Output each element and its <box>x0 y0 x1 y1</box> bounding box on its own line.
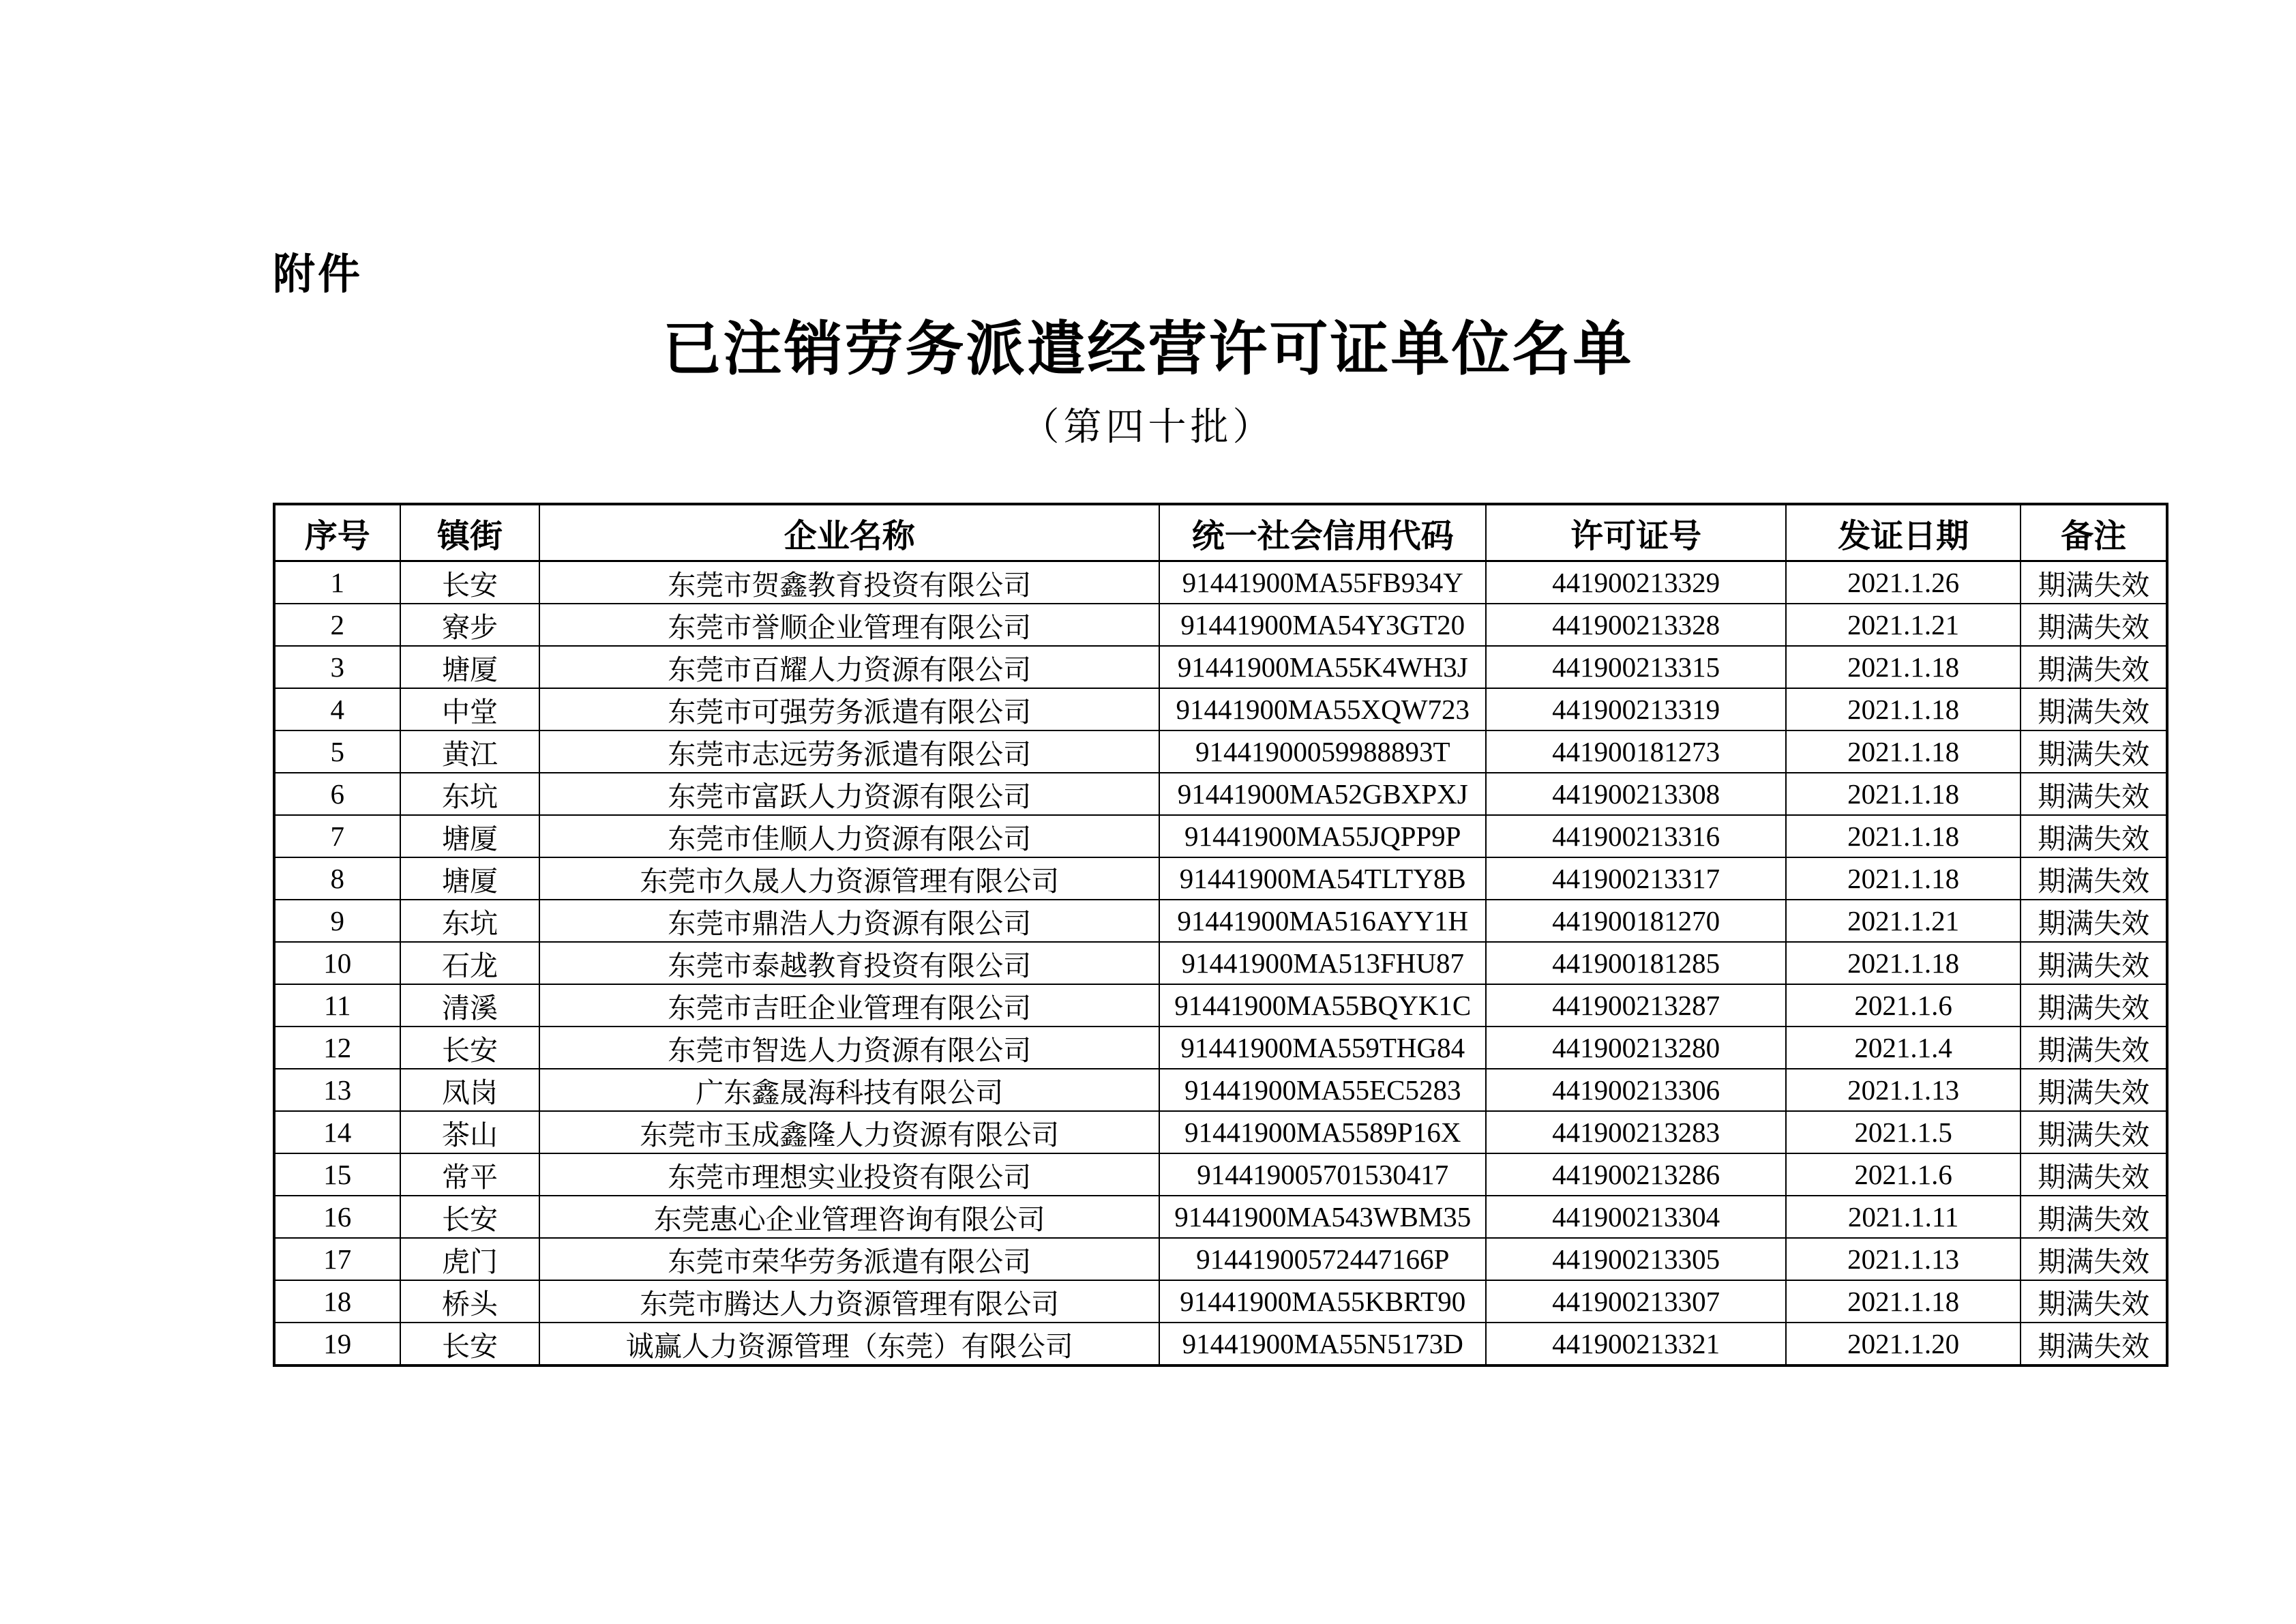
table-row <box>274 857 2167 900</box>
table-cell: 18 <box>274 1280 400 1323</box>
table-row <box>274 561 2167 604</box>
table-cell: 2021.1.4 <box>1786 1027 2021 1069</box>
table-cell: 长安 <box>400 1027 540 1069</box>
table-cell: 10 <box>274 942 400 984</box>
table-cell: 东莞惠心企业管理咨询有限公司 <box>539 1196 1159 1238</box>
table-cell: 441900213304 <box>1486 1196 1785 1238</box>
table-cell: 441900213308 <box>1486 773 1785 815</box>
table-cell: 期满失效 <box>2021 1069 2167 1111</box>
table-cell: 91441900MA52GBXPXJ <box>1159 773 1486 815</box>
table-cell: 2021.1.6 <box>1786 1153 2021 1196</box>
table-cell: 6 <box>274 773 400 815</box>
page-subtitle: （第四十批） <box>1021 407 1275 449</box>
table-cell: 常平 <box>400 1153 540 1196</box>
table-cell: 东莞市荣华劳务派遣有限公司 <box>539 1238 1159 1280</box>
column-header: 许可证号 <box>1486 504 1785 561</box>
table-cell: 东莞市百耀人力资源有限公司 <box>539 646 1159 688</box>
table-cell: 期满失效 <box>2021 1280 2167 1323</box>
table-cell: 2021.1.21 <box>1786 900 2021 942</box>
table-cell: 东坑 <box>400 773 540 815</box>
table-cell: 期满失效 <box>2021 688 2167 730</box>
table-cell: 19 <box>274 1323 400 1365</box>
table-cell: 长安 <box>400 1323 540 1365</box>
table-cell: 东莞市佳顺人力资源有限公司 <box>539 815 1159 857</box>
table-cell: 2021.1.20 <box>1786 1323 2021 1365</box>
table-cell: 凤岗 <box>400 1069 540 1111</box>
table-cell: 11 <box>274 984 400 1027</box>
table-cell: 441900213306 <box>1486 1069 1785 1111</box>
table-row <box>274 815 2167 857</box>
table-cell: 桥头 <box>400 1280 540 1323</box>
table-cell: 虎门 <box>400 1238 540 1280</box>
table-cell: 塘厦 <box>400 646 540 688</box>
table-cell: 2021.1.5 <box>1786 1111 2021 1153</box>
table-cell: 441900213307 <box>1486 1280 1785 1323</box>
table-header-row <box>274 504 2167 561</box>
table-cell: 91441900MA559THG84 <box>1159 1027 1486 1069</box>
table-row <box>274 1280 2167 1323</box>
attachment-label: 附件 <box>273 251 363 298</box>
table-cell: 91441900MA5589P16X <box>1159 1111 1486 1153</box>
table-cell: 期满失效 <box>2021 646 2167 688</box>
table-cell: 期满失效 <box>2021 984 2167 1027</box>
table-cell: 4 <box>274 688 400 730</box>
table-cell: 期满失效 <box>2021 1238 2167 1280</box>
table-cell: 441900213287 <box>1486 984 1785 1027</box>
table-cell: 2021.1.6 <box>1786 984 2021 1027</box>
column-header: 序号 <box>274 504 400 561</box>
table-row <box>274 688 2167 730</box>
table-cell: 东莞市智选人力资源有限公司 <box>539 1027 1159 1069</box>
table-cell: 441900213286 <box>1486 1153 1785 1196</box>
table-cell: 91441900MA55KBRT90 <box>1159 1280 1486 1323</box>
table-cell: 2021.1.13 <box>1786 1069 2021 1111</box>
table-cell: 91441900MA543WBM35 <box>1159 1196 1486 1238</box>
table-cell: 2 <box>274 604 400 646</box>
table-cell: 2021.1.26 <box>1786 561 2021 604</box>
table-cell: 期满失效 <box>2021 1323 2167 1365</box>
table-cell: 17 <box>274 1238 400 1280</box>
table-cell: 期满失效 <box>2021 730 2167 773</box>
table-cell: 15 <box>274 1153 400 1196</box>
table-cell: 东莞市理想实业投资有限公司 <box>539 1153 1159 1196</box>
table-row <box>274 1153 2167 1196</box>
table-cell: 2021.1.18 <box>1786 688 2021 730</box>
table-cell: 2021.1.21 <box>1786 604 2021 646</box>
table-cell: 期满失效 <box>2021 900 2167 942</box>
table-cell: 东莞市富跃人力资源有限公司 <box>539 773 1159 815</box>
table-cell: 3 <box>274 646 400 688</box>
column-header: 发证日期 <box>1786 504 2021 561</box>
table-cell: 441900213316 <box>1486 815 1785 857</box>
page-title: 已注销劳务派遣经营许可证单位名单 <box>662 316 1634 382</box>
table-cell: 期满失效 <box>2021 942 2167 984</box>
table-cell: 东莞市玉成鑫隆人力资源有限公司 <box>539 1111 1159 1153</box>
table-cell: 长安 <box>400 1196 540 1238</box>
table-cell: 91441900MA54Y3GT20 <box>1159 604 1486 646</box>
table-cell: 91441900MA55XQW723 <box>1159 688 1486 730</box>
table-cell: 2021.1.18 <box>1786 773 2021 815</box>
table-cell: 2021.1.18 <box>1786 942 2021 984</box>
table-cell: 91441900572447166P <box>1159 1238 1486 1280</box>
table-cell: 1 <box>274 561 400 604</box>
table-row <box>274 730 2167 773</box>
table-cell: 441900181273 <box>1486 730 1785 773</box>
table-row <box>274 1323 2167 1365</box>
table-cell: 441900213328 <box>1486 604 1785 646</box>
table-row <box>274 942 2167 984</box>
table-cell: 2021.1.18 <box>1786 646 2021 688</box>
table-cell: 2021.1.11 <box>1786 1196 2021 1238</box>
table-cell: 441900213319 <box>1486 688 1785 730</box>
table-cell: 期满失效 <box>2021 1111 2167 1153</box>
table-cell: 东莞市久晟人力资源管理有限公司 <box>539 857 1159 900</box>
table-cell: 91441900MA55N5173D <box>1159 1323 1486 1365</box>
table-cell: 2021.1.18 <box>1786 1280 2021 1323</box>
table-cell: 8 <box>274 857 400 900</box>
table-cell: 长安 <box>400 561 540 604</box>
table-row <box>274 1069 2167 1111</box>
table-cell: 2021.1.18 <box>1786 815 2021 857</box>
table-cell: 441900213280 <box>1486 1027 1785 1069</box>
table-row <box>274 773 2167 815</box>
table-cell: 7 <box>274 815 400 857</box>
table-row <box>274 1238 2167 1280</box>
table-cell: 塘厦 <box>400 857 540 900</box>
table-cell: 91441900MA55K4WH3J <box>1159 646 1486 688</box>
table-cell: 91441900MA54TLTY8B <box>1159 857 1486 900</box>
table-cell: 91441900MA516AYY1H <box>1159 900 1486 942</box>
table-header-row <box>274 504 2167 561</box>
table-cell: 黄江 <box>400 730 540 773</box>
table-cell: 441900181285 <box>1486 942 1785 984</box>
table-cell: 441900213315 <box>1486 646 1785 688</box>
table-cell: 期满失效 <box>2021 561 2167 604</box>
table-cell: 441900213317 <box>1486 857 1785 900</box>
table-cell: 期满失效 <box>2021 815 2167 857</box>
table-cell: 东莞市贺鑫教育投资有限公司 <box>539 561 1159 604</box>
table-cell: 441900213321 <box>1486 1323 1785 1365</box>
table-cell: 诚赢人力资源管理（东莞）有限公司 <box>539 1323 1159 1365</box>
table-cell: 441900213329 <box>1486 561 1785 604</box>
table-body <box>274 561 2167 1366</box>
table-row <box>274 604 2167 646</box>
table-cell: 12 <box>274 1027 400 1069</box>
column-header: 备注 <box>2021 504 2167 561</box>
table-cell: 期满失效 <box>2021 1153 2167 1196</box>
table-cell: 13 <box>274 1069 400 1111</box>
table-row <box>274 646 2167 688</box>
table-cell: 91441900MA55BQYK1C <box>1159 984 1486 1027</box>
table-cell: 914419005701530417 <box>1159 1153 1486 1196</box>
table-cell: 茶山 <box>400 1111 540 1153</box>
table-cell: 441900181270 <box>1486 900 1785 942</box>
table-cell: 441900213283 <box>1486 1111 1785 1153</box>
table-cell: 2021.1.13 <box>1786 1238 2021 1280</box>
table-cell: 中堂 <box>400 688 540 730</box>
table-cell: 东莞市腾达人力资源管理有限公司 <box>539 1280 1159 1323</box>
table-cell: 东莞市志远劳务派遣有限公司 <box>539 730 1159 773</box>
table-cell: 东莞市可强劳务派遣有限公司 <box>539 688 1159 730</box>
table-cell: 东莞市誉顺企业管理有限公司 <box>539 604 1159 646</box>
table-cell: 期满失效 <box>2021 1027 2167 1069</box>
table-cell: 2021.1.18 <box>1786 730 2021 773</box>
table-row <box>274 900 2167 942</box>
column-header: 企业名称 <box>539 504 1159 561</box>
table-cell: 东坑 <box>400 900 540 942</box>
table-row <box>274 984 2167 1027</box>
column-header: 镇街 <box>400 504 540 561</box>
table-cell: 441900213305 <box>1486 1238 1785 1280</box>
table-cell: 塘厦 <box>400 815 540 857</box>
table-cell: 9 <box>274 900 400 942</box>
table-cell: 清溪 <box>400 984 540 1027</box>
table-cell: 东莞市吉旺企业管理有限公司 <box>539 984 1159 1027</box>
table-row <box>274 1111 2167 1153</box>
table-row <box>274 1196 2167 1238</box>
table-cell: 东莞市鼎浩人力资源有限公司 <box>539 900 1159 942</box>
table-cell: 91441900059988893T <box>1159 730 1486 773</box>
table-cell: 91441900MA55EC5283 <box>1159 1069 1486 1111</box>
table-cell: 广东鑫晟海科技有限公司 <box>539 1069 1159 1111</box>
table-cell: 石龙 <box>400 942 540 984</box>
table-cell: 14 <box>274 1111 400 1153</box>
table-cell: 期满失效 <box>2021 604 2167 646</box>
table-cell: 91441900MA55JQPP9P <box>1159 815 1486 857</box>
table-cell: 东莞市泰越教育投资有限公司 <box>539 942 1159 984</box>
table-cell: 期满失效 <box>2021 857 2167 900</box>
table-cell: 期满失效 <box>2021 773 2167 815</box>
table-cell: 5 <box>274 730 400 773</box>
cancelled-license-table <box>273 503 2168 1367</box>
table-cell: 期满失效 <box>2021 1196 2167 1238</box>
table-cell: 91441900MA513FHU87 <box>1159 942 1486 984</box>
column-header: 统一社会信用代码 <box>1159 504 1486 561</box>
table-cell: 寮步 <box>400 604 540 646</box>
table-cell: 16 <box>274 1196 400 1238</box>
table-cell: 91441900MA55FB934Y <box>1159 561 1486 604</box>
table-cell: 2021.1.18 <box>1786 857 2021 900</box>
table-row <box>274 1027 2167 1069</box>
